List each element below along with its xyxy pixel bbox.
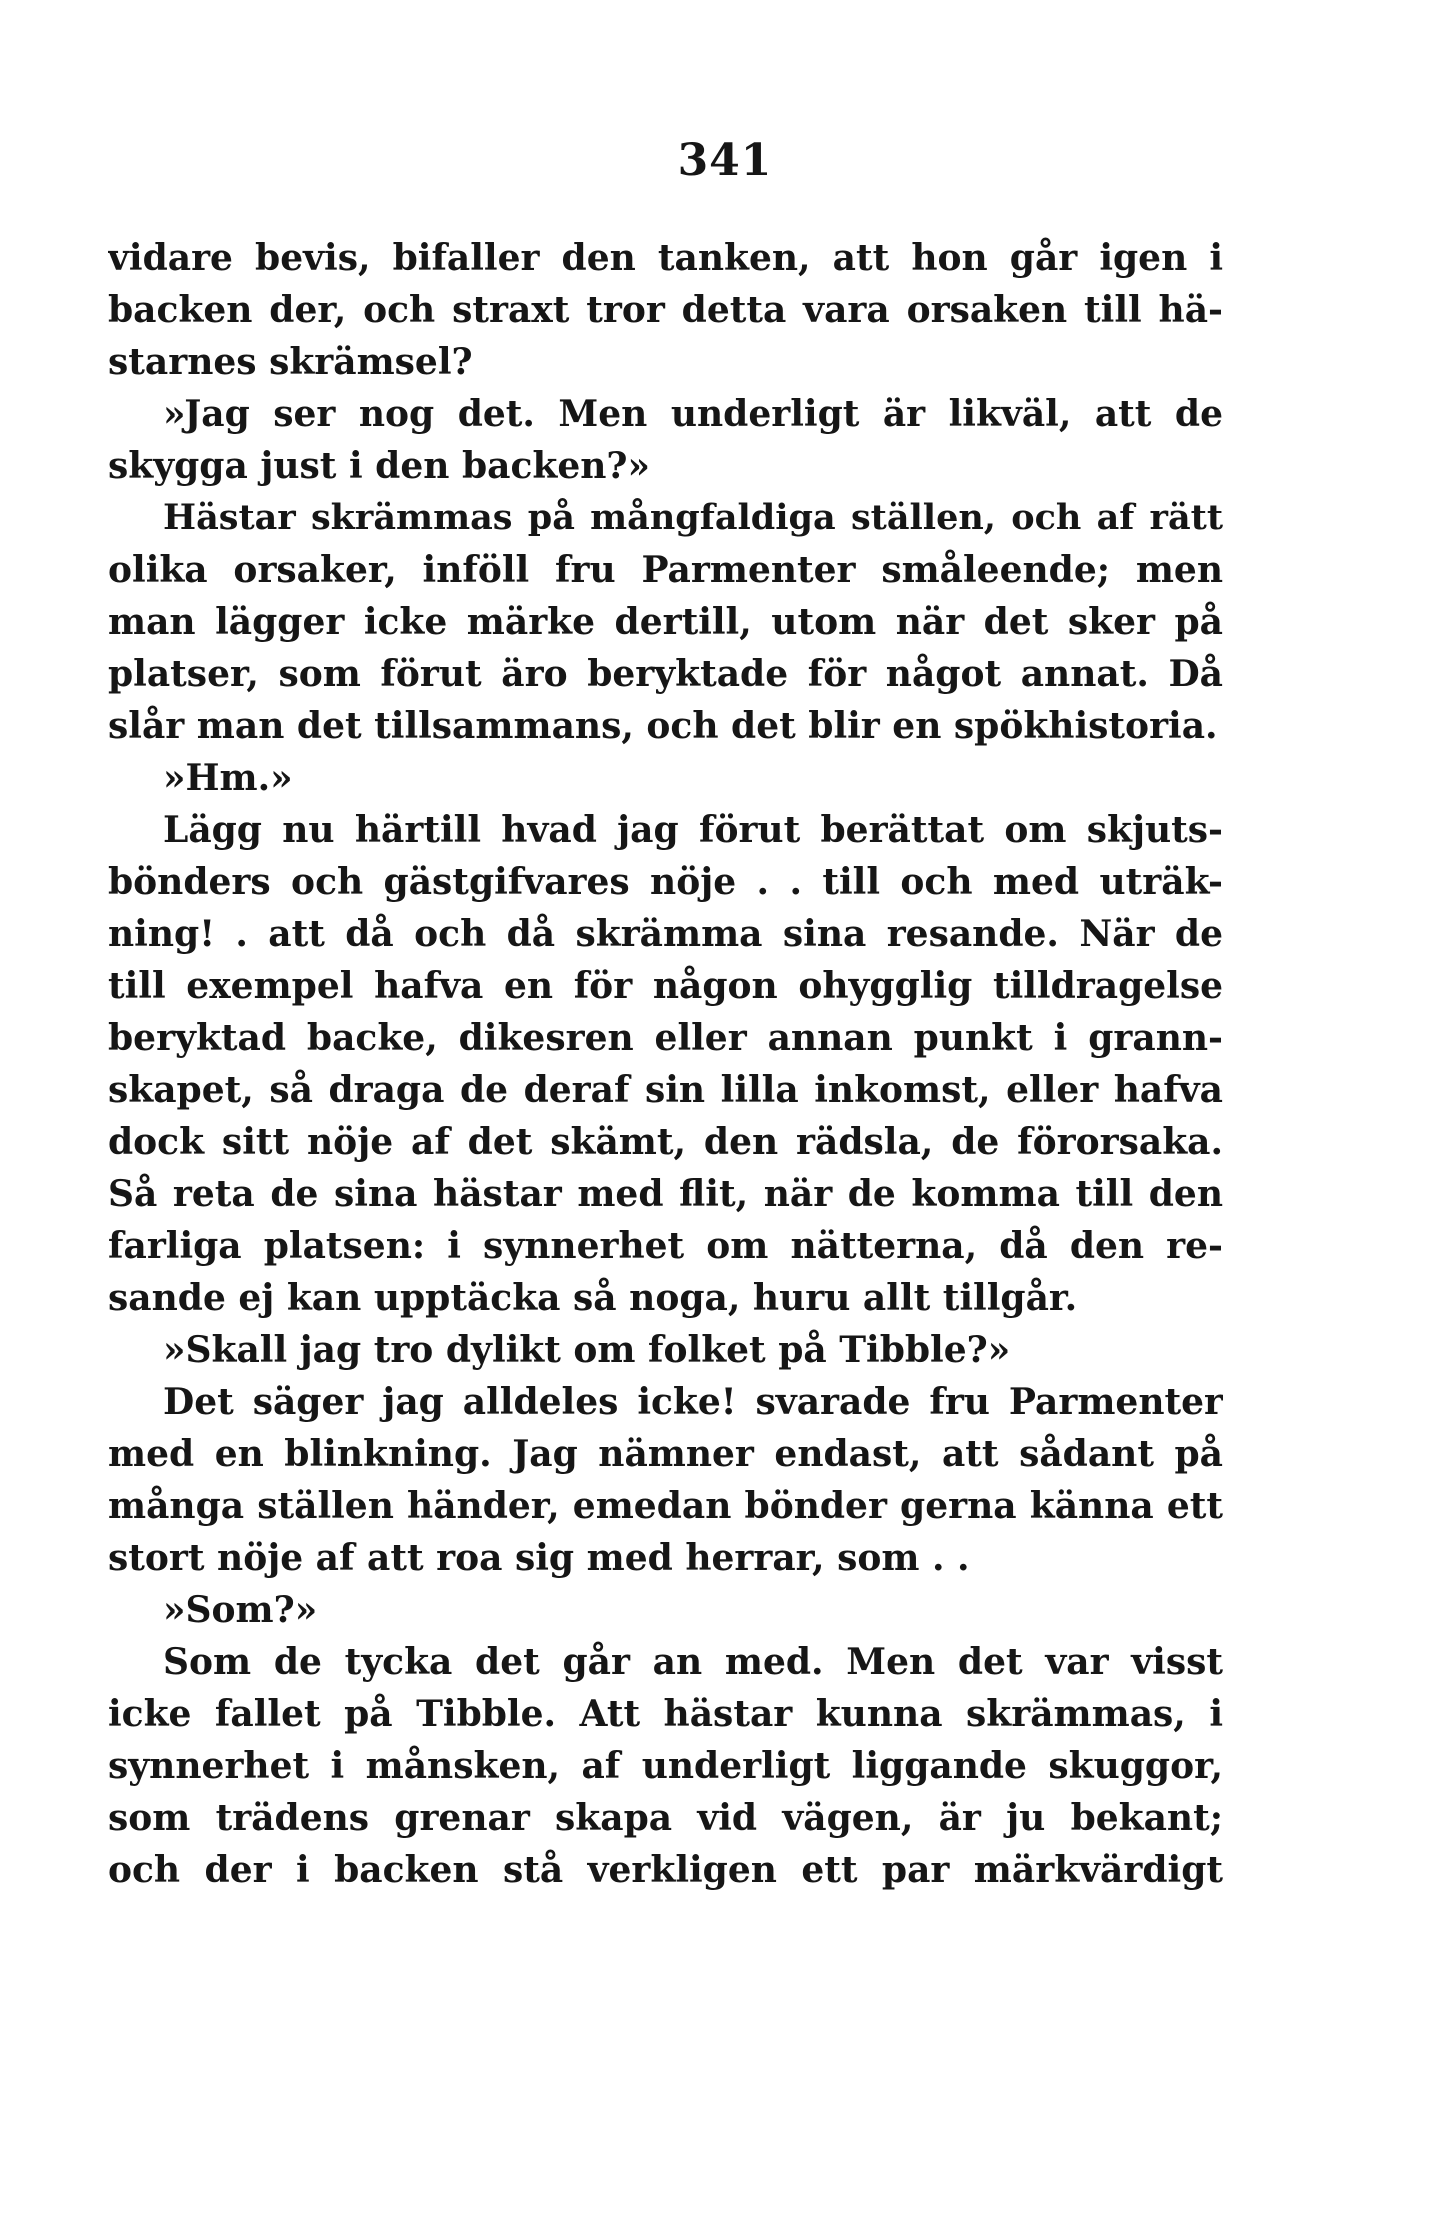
text-line: »Hm.» (163, 757, 293, 799)
text-line: farliga platsen: i synnerhet om nätterna, då den re- (108, 1225, 1223, 1267)
text-line: slår man det tillsammans, och det blir en spökhistoria. (108, 705, 1218, 747)
text-line: backen der, och straxt tror detta vara orsaken till hä- (108, 289, 1223, 331)
text-line: synnerhet i månsken, af underligt liggande skuggor, (108, 1745, 1223, 1787)
text-line: skapet, så draga de deraf sin lilla inkomst, eller hafva (108, 1069, 1223, 1111)
text-line: och der i backen stå verkligen ett par märkvärdigt (108, 1849, 1223, 1891)
text-line: man lägger icke märke dertill, utom när det sker på (108, 601, 1223, 643)
text-line: »Som?» (163, 1589, 318, 1631)
text-line: dock sitt nöje af det skämt, den rädsla, de förorsaka. (108, 1121, 1223, 1163)
text-line: stort nöje af att roa sig med herrar, som . . (108, 1537, 970, 1579)
text-line: platser, som förut äro beryktade för något annat. Då (108, 653, 1223, 695)
body-text (108, 232, 1223, 1896)
text-line: olika orsaker, inföll fru Parmenter småleende; men (108, 549, 1223, 591)
text-line: sande ej kan upptäcka så noga, huru allt tillgår. (108, 1277, 1078, 1319)
text-line: Så reta de sina hästar med flit, när de komma till den (108, 1173, 1223, 1215)
text-line: som trädens grenar skapa vid vägen, är ju bekant; (108, 1797, 1223, 1839)
text-line: Lägg nu härtill hvad jag förut berättat om skjuts- (163, 809, 1223, 851)
page-number: 341 (677, 135, 773, 186)
text-line: Hästar skrämmas på mångfaldiga ställen, och af rätt (163, 497, 1223, 538)
text-line: vidare bevis, bifaller den tanken, att hon går igen i (108, 237, 1223, 279)
text-line: bönders och gästgifvares nöje . . till och med uträk- (108, 861, 1223, 903)
text-line: ning! . att då och då skrämma sina resande. När de (108, 913, 1223, 955)
text-line: skygga just i den backen?» (108, 445, 650, 487)
text-line: Som de tycka det går an med. Men det var visst (163, 1641, 1223, 1683)
text-line: beryktad backe, dikesren eller annan punkt i grann- (108, 1017, 1223, 1059)
text-line: starnes skrämsel? (108, 341, 473, 383)
text-line: »Skall jag tro dylikt om folket på Tibble?» (163, 1329, 1011, 1371)
text-line: Det säger jag alldeles icke! svarade fru Parmenter (163, 1381, 1223, 1423)
text-line: många ställen händer, emedan bönder gerna känna ett (108, 1485, 1223, 1527)
text-line: »Jag ser nog det. Men underligt är likväl, att de (163, 393, 1223, 435)
text-line: icke fallet på Tibble. Att hästar kunna skrämmas, i (108, 1693, 1223, 1735)
text-line: till exempel hafva en för någon ohygglig tilldragelse (108, 965, 1223, 1007)
text-line: med en blinkning. Jag nämner endast, att sådant på (108, 1433, 1223, 1475)
